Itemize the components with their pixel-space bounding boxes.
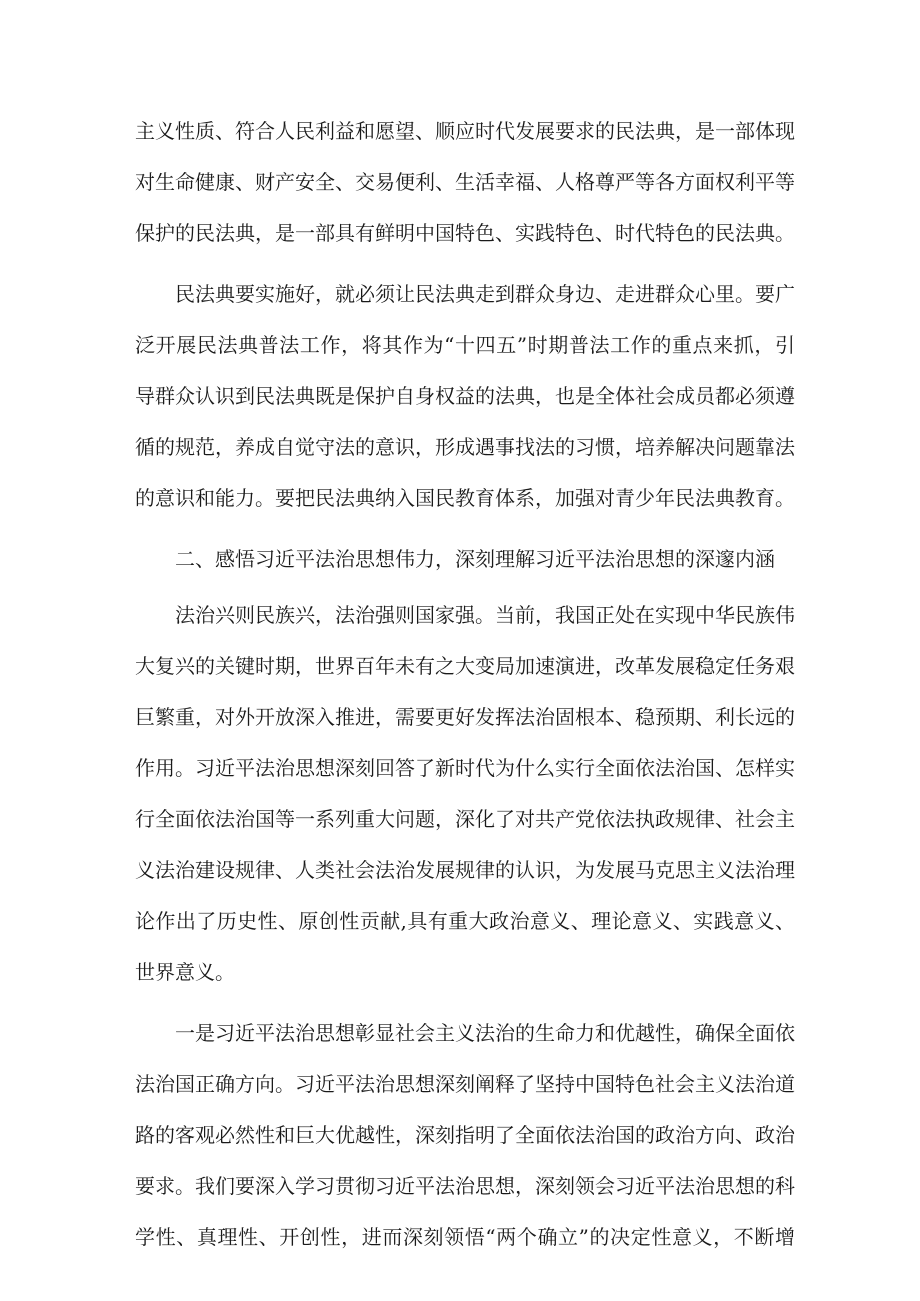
text-line-19: 法治国正确方向。习近平法治思想深刻阐释了坚持中国特色社会主义法治道 — [135, 1072, 795, 1096]
text-line-20: 路的客观必然性和巨大优越性，深刻指明了全面依法治国的政治方向、政治 — [135, 1123, 795, 1147]
text-line-2: 对生命健康、财产安全、交易便利、生活幸福、人格尊严等各方面权利平等 — [135, 170, 795, 194]
text-line-17: 世界意义。 — [135, 960, 235, 984]
text-line-1: 主义性质、符合人民利益和愿望、顺应时代发展要求的民法典，是一部体现 — [135, 119, 795, 143]
text-line-7: 循的规范，养成自觉守法的意识，形成遇事找法的习惯，培养解决问题靠法 — [135, 435, 795, 459]
text-line-14: 行全面依法治国等一系列重大问题，深化了对共产党依法执政规律、社会主 — [135, 807, 795, 831]
text-line-3: 保护的民法典，是一部具有鲜明中国特色、实践特色、时代特色的民法典。 — [135, 221, 795, 245]
text-line-21: 要求。我们要深入学习贯彻习近平法治思想，深刻领会习近平法治思想的科 — [135, 1174, 795, 1198]
section-heading: 二、感悟习近平法治思想伟力，深刻理解习近平法治思想的深邃内涵 — [175, 547, 775, 571]
text-line-13: 作用。习近平法治思想深刻回答了新时代为什么实行全面依法治国、怎样实 — [135, 756, 795, 780]
text-line-15: 义法治建设规律、人类社会法治发展规律的认识，为发展马克思主义法治理 — [135, 858, 795, 882]
text-line-5: 泛开展民法典普法工作，将其作为“十四五”时期普法工作的重点来抓，引 — [135, 333, 795, 357]
text-line-16: 论作出了历史性、原创性贡献,具有重大政治意义、理论意义、实践意义、 — [135, 909, 795, 933]
text-line-12: 巨繁重，对外开放深入推进，需要更好发挥法治固根本、稳预期、利长远的 — [135, 705, 795, 729]
paragraph-3-first-line: 法治兴则民族兴，法治强则国家强。当前，我国正处在实现中华民族伟 — [175, 603, 795, 627]
text-line-6: 导群众认识到民法典既是保护自身权益的法典，也是全体社会成员都必须遵 — [135, 384, 795, 408]
paragraph-4-first-line: 一是习近平法治思想彰显社会主义法治的生命力和优越性，确保全面依 — [175, 1021, 795, 1045]
text-line-22: 学性、真理性、开创性，进而深刻领悟“两个确立”的决定性意义，不断增 — [135, 1225, 795, 1249]
text-line-8: 的意识和能力。要把民法典纳入国民教育体系，加强对青少年民法典教育。 — [135, 486, 795, 510]
text-line-11: 大复兴的关键时期，世界百年未有之大变局加速演进，改革发展稳定任务艰 — [135, 654, 795, 678]
paragraph-2-first-line: 民法典要实施好，就必须让民法典走到群众身边、走进群众心里。要广 — [175, 282, 795, 306]
